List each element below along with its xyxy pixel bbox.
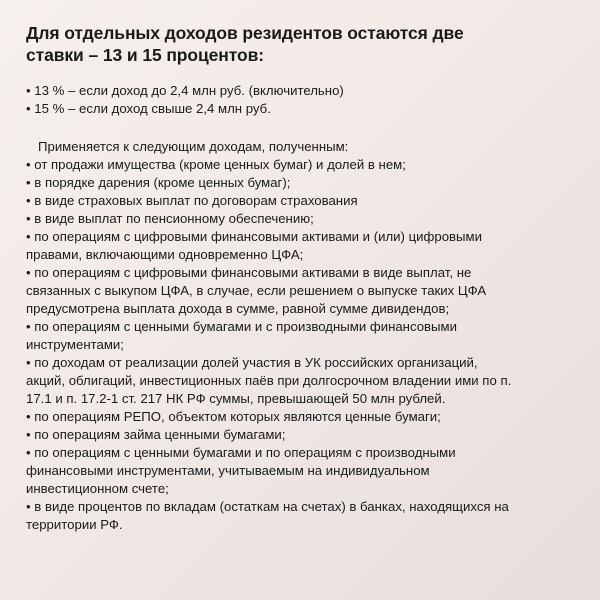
rate-item-15: • 15 % – если доход свыше 2,4 млн руб.	[26, 101, 271, 116]
income-item-bank-deposits: • в виде процентов по вкладам (остаткам на счетах) в банках, находящихся на территории РФ.	[26, 499, 509, 532]
income-item-securities-derivatives: • по операциям с ценными бумагами и с производными финансовыми инструментами;	[26, 319, 457, 352]
income-item-property-sale: • от продажи имущества (кроме ценных бумаг) и долей в нем;	[26, 157, 406, 172]
income-item-insurance: • в виде страховых выплат по договорам страхования	[26, 193, 358, 208]
income-item-pension: • в виде выплат по пенсионному обеспечению;	[26, 211, 314, 226]
income-item-repo: • по операциям РЕПО, объектом которых являются ценные бумаги;	[26, 409, 441, 424]
rates-list	[26, 82, 578, 118]
income-item-gift: • в порядке дарения (кроме ценных бумаг);	[26, 175, 291, 190]
document-page	[26, 22, 578, 534]
income-item-digital-assets-payouts: • по операциям с цифровыми финансовыми активами в виде выплат, не связанных с выкупом ЦФА, в случае, если решением о выпуске таких ЦФА предусмотрена выплата дохода в сумме, равной сумме дивидендов;	[26, 265, 487, 316]
income-intro: Применяется к следующим доходам, полученным:	[38, 139, 349, 154]
income-item-digital-assets: • по операциям с цифровыми финансовыми активами и (или) цифровыми правами, включающими одновременно ЦФА;	[26, 229, 482, 262]
income-item-securities-loan: • по операциям займа ценными бумагами;	[26, 427, 286, 442]
income-item-shares-long-term: • по доходам от реализации долей участия в УК российских организаций, акций, облигаций, инвестиционных паёв при долгосрочном владении ими по п. 17.1 и п. 17.2-1 ст. 217 НК РФ суммы, превышающей 50 млн рублей.	[26, 355, 512, 406]
income-list	[26, 156, 578, 534]
document-title: Для отдельных доходов резидентов остаются две ставки – 13 и 15 процентов:	[26, 23, 464, 65]
income-item-iis: • по операциям с ценными бумагами и по операциям с производными финансовыми инструментами, учитываемым на индивидуальном инвестиционном счете;	[26, 445, 456, 496]
rate-item-13: • 13 % – если доход до 2,4 млн руб. (включительно)	[26, 83, 344, 98]
